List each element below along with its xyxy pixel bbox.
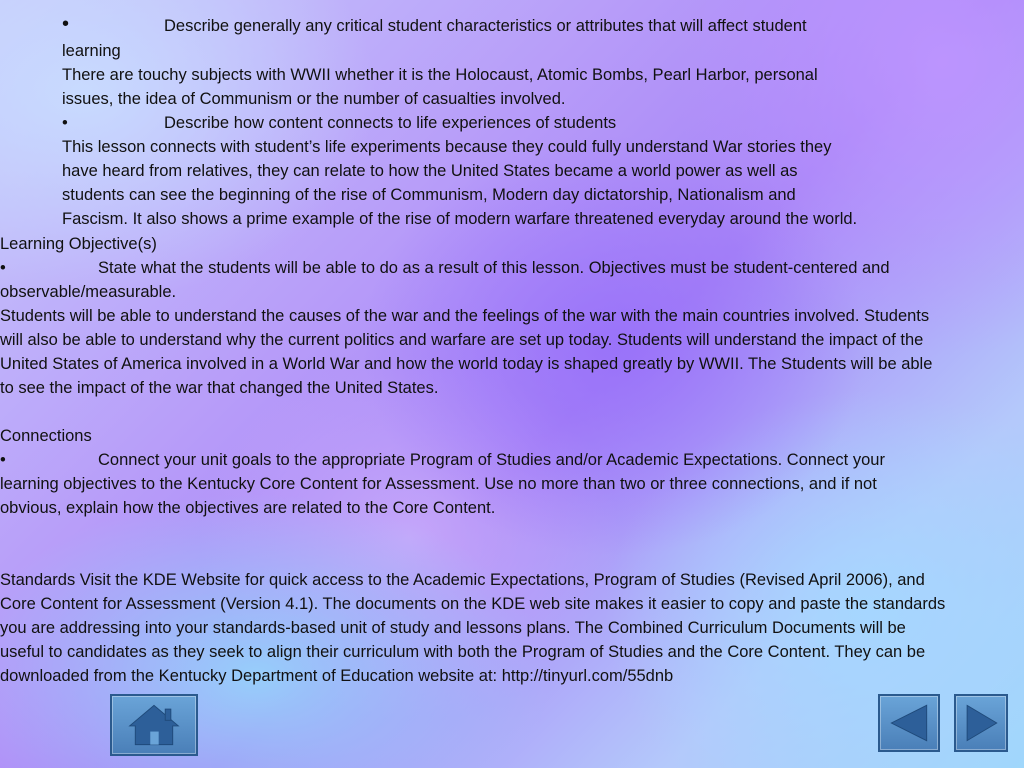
standards-body-line: downloaded from the Kentucky Department of Education website at: http://tinyurl.com/55dnb: [0, 667, 674, 685]
objectives-heading: State what the students will be able to do as a result of this lesson. Objectives must be student-centered and: [98, 259, 890, 277]
section2-body-line: This lesson connects with student’s life experiments because they could fully understand War stories they: [62, 138, 832, 156]
triangle-right-icon: [956, 696, 1006, 750]
objectives-title: Learning Objective(s): [0, 235, 157, 253]
section2-body-line: have heard from relatives, they can relate to how the United States became a world power as well as: [62, 162, 798, 180]
home-icon: [112, 696, 196, 754]
section1-heading: Describe generally any critical student characteristics or attributes that will affect student: [164, 17, 807, 35]
section2-heading: Describe how content connects to life experiences of students: [164, 114, 617, 132]
section1-body-line: There are touchy subjects with WWII whether it is the Holocaust, Atomic Bombs, Pearl Harbor, personal: [62, 66, 818, 84]
section1-body-line: issues, the idea of Communism or the number of casualties involved.: [62, 90, 566, 108]
next-button[interactable]: [954, 694, 1008, 752]
triangle-left-icon: [880, 696, 938, 750]
objectives-body-line: will also be able to understand why the current politics and warfare are set up today. Students will understand the impact of the: [0, 331, 924, 349]
standards-body-line: you are addressing into your standards-based unit of study and lessons plans. The Combined Curriculum Documents will be: [0, 619, 906, 637]
bullet: •: [62, 114, 68, 132]
connections-title: Connections: [0, 427, 92, 445]
bullet: •: [0, 259, 6, 277]
section2-body-line: Fascism. It also shows a prime example of the rise of modern warfare threatened everyday around the world.: [62, 210, 858, 228]
standards-body-line: useful to candidates as they seek to align their curriculum with both the Program of Studies and the Core Content. They can be: [0, 643, 926, 661]
connections-heading: Connect your unit goals to the appropriate Program of Studies and/or Academic Expectations. Connect your: [98, 451, 885, 469]
objectives-body-line: to see the impact of the war that changed the United States.: [0, 379, 439, 397]
standards-body-line: Core Content for Assessment (Version 4.1). The documents on the KDE web site makes it easier to copy and paste the standards: [0, 595, 946, 613]
objectives-body-line: United States of America involved in a World War and how the world today is shaped greatly by WWII. The Students will be able: [0, 355, 933, 373]
home-button[interactable]: [110, 694, 198, 756]
objectives-heading-cont: observable/measurable.: [0, 283, 177, 301]
section2-body-line: students can see the beginning of the rise of Communism, Modern day dictatorship, Nationalism and: [62, 186, 796, 204]
bullet: •: [62, 13, 70, 35]
connections-body-line: learning objectives to the Kentucky Core Content for Assessment. Use no more than two or three connections, and if not: [0, 475, 877, 493]
standards-body-line: Standards Visit the KDE Website for quick access to the Academic Expectations, Program of Studies (Revised April 2006), and: [0, 571, 925, 589]
bullet: •: [0, 451, 6, 469]
previous-button[interactable]: [878, 694, 940, 752]
section1-heading-cont: learning: [62, 42, 121, 60]
objectives-body-line: Students will be able to understand the causes of the war and the feelings of the war with the main countries involved. Students: [0, 307, 930, 325]
connections-body-line: obvious, explain how the objectives are related to the Core Content.: [0, 499, 496, 517]
